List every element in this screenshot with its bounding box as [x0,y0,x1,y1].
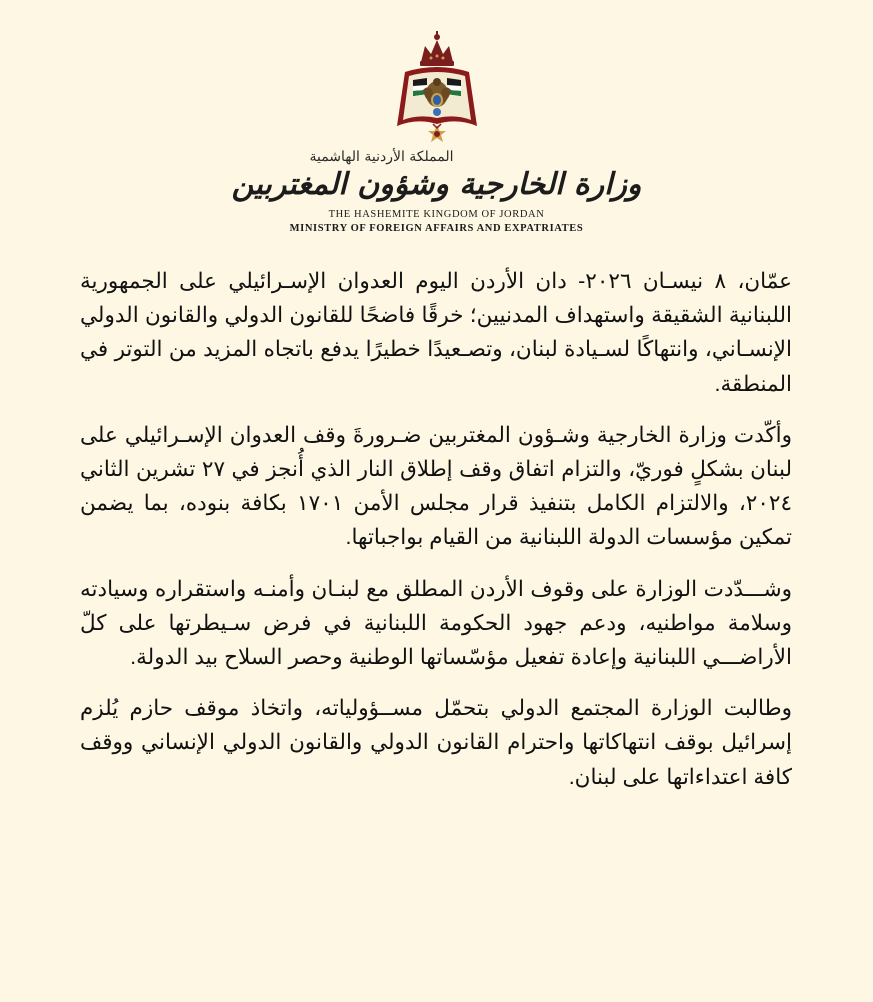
statement-body [80,264,792,811]
statement-paragraph: وأكّدت وزارة الخارجية وشـؤون المغتربين ضـرورةَ وقف العدوان الإسـرائيلي على لبنان بشكلٍ فوريّ، والتزام اتفاق وقف إطلاق النار الذي أُنجز في ٢٧ تشرين الثاني ٢٠٢٤، والالتزام الكامل بتنفيذ قرار مجلس الأمن ١٧٠١ بكافة بنوده، بما يضمن تمكين مؤسسات الدولة اللبنانية من القيام بواجباتها. [80,422,793,550]
kingdom-name-english: THE HASHEMITE KINGDOM OF JORDAN [328,209,545,220]
royal-coat-of-arms-icon [387,28,487,146]
statement-paragraph: وطالبت الوزارة المجتمع الدولي بتحمّل مســؤولياته، واتخاذ موقف حازم يُلزم إسرائيل بوقف انتهاكاتها واحترام القانون الدولي والقانون الدولي الإنساني ووقف كافة اعتداءاتها على لبنان. [80,696,792,789]
ministry-name-english: MINISTRY OF FOREIGN AFFAIRS AND EXPATRIATES [289,223,584,234]
ministry-name-arabic: وزارة الخارجية وشؤون المغتربين [231,167,642,202]
letterhead [0,28,873,236]
statement-paragraph: وشـــدّدت الوزارة على وقوف الأردن المطلق مع لبنـان وأمنـه واستقراره وسيادته وسلامة مواطنيه، ودعم جهود الحكومة اللبنانية في فرض سـيطرتها على كلّ الأراضـــي اللبنانية وإعادة تفعيل مؤسّساتها الوطنية وحصر السلاح بيد الدولة. [80,576,792,670]
kingdom-name-arabic: المملكة الأردنية الهاشمية [309,149,454,165]
statement-paragraph: عمّان، ٨ نيسـان ٢٠٢٦- دان الأردن اليوم العدوان الإسـرائيلي على الجمهورية اللبنانية الشقيقة واستهداف المدنيين؛ خرقًا فاضحًا للقانون الدولي والقانون الدولي الإنسـاني، وانتهاكًا لسـيادة لبنان، وتصـعيدًا خطيرًا يدفع باتجاه المزيد من التوتر في المنطقة. [80,269,792,396]
